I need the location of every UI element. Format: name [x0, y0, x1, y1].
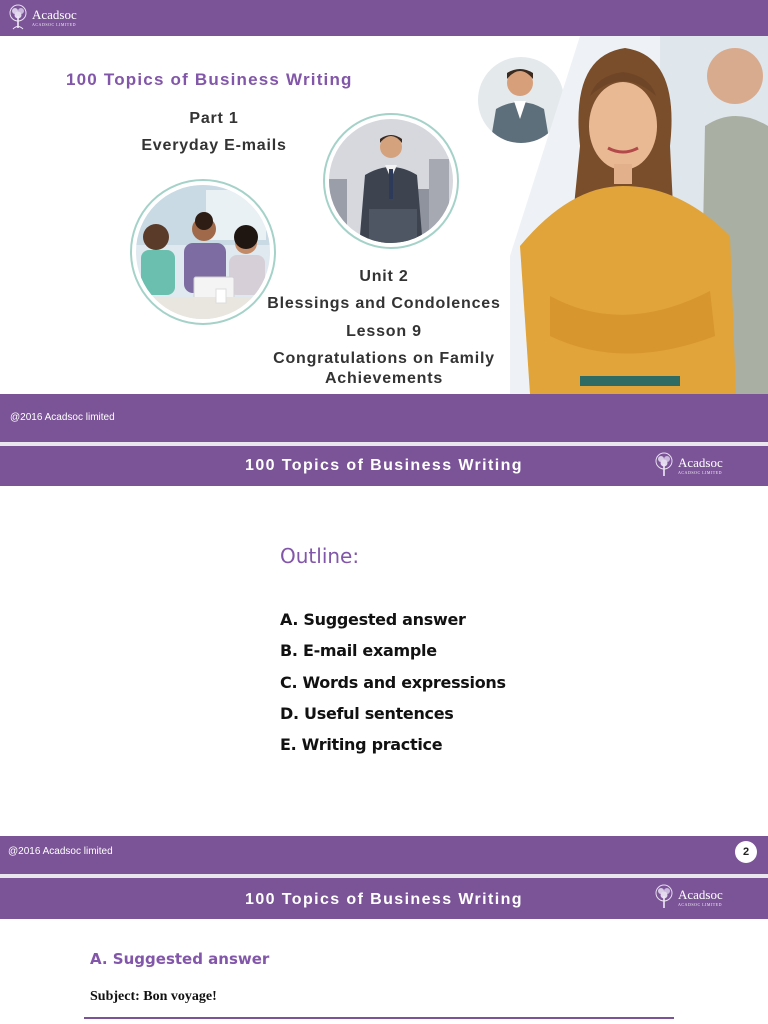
- outline-heading: Outline:: [280, 544, 360, 568]
- lesson-name-line2: Achievements: [324, 370, 444, 387]
- section-heading: A. Suggested answer: [90, 950, 270, 968]
- acadsoc-logo: [654, 884, 723, 910]
- lesson-name-line1: Congratulations on Family: [273, 350, 495, 367]
- part-label: Part 1: [189, 110, 239, 127]
- tree-icon: [654, 884, 674, 910]
- title-slide: [0, 0, 768, 442]
- top-banner: [0, 0, 768, 36]
- copyright-text: @2016 Acadsoc limited: [10, 412, 115, 423]
- outline-item: E. Writing practice: [280, 735, 443, 755]
- lesson-label: Lesson 9: [346, 323, 422, 340]
- acadsoc-logo: [654, 452, 723, 478]
- divider: [84, 1017, 674, 1019]
- footer-banner: [0, 394, 768, 442]
- outline-item: C. Words and expressions: [280, 672, 506, 692]
- logo-name: Acadsoc: [678, 454, 723, 470]
- course-title: 100 Topics of Business Writing: [66, 70, 353, 89]
- logo-subtitle: ACADSOC LIMITED: [32, 21, 77, 27]
- tree-icon: [8, 4, 28, 30]
- footer-banner: [0, 836, 768, 874]
- unit-name: Blessings and Condolences: [267, 295, 501, 312]
- page-number: 2: [735, 841, 757, 863]
- businessman-photo: [323, 113, 459, 249]
- logo-subtitle: ACADSOC LIMITED: [678, 469, 723, 475]
- answer-slide: [0, 878, 768, 1024]
- header-title: 100 Topics of Business Writing: [245, 891, 523, 908]
- logo-subtitle: ACADSOC LIMITED: [678, 901, 723, 907]
- outline-item: A. Suggested answer: [280, 610, 466, 629]
- outline-list: [280, 610, 506, 766]
- outline-slide: [0, 446, 768, 874]
- outline-item: D. Useful sentences: [280, 703, 454, 723]
- logo-name: Acadsoc: [32, 6, 77, 22]
- acadsoc-logo: [8, 4, 77, 30]
- part-name: Everyday E-mails: [141, 137, 287, 154]
- copyright-text: @2016 Acadsoc limited: [8, 846, 113, 857]
- header-title: 100 Topics of Business Writing: [245, 457, 523, 474]
- tree-icon: [654, 452, 674, 478]
- logo-name: Acadsoc: [678, 886, 723, 902]
- outline-item: B. E-mail example: [280, 641, 437, 661]
- email-subject: Subject: Bon voyage!: [90, 989, 217, 1004]
- businessman-illustration: [329, 119, 453, 243]
- unit-label: Unit 2: [359, 268, 409, 285]
